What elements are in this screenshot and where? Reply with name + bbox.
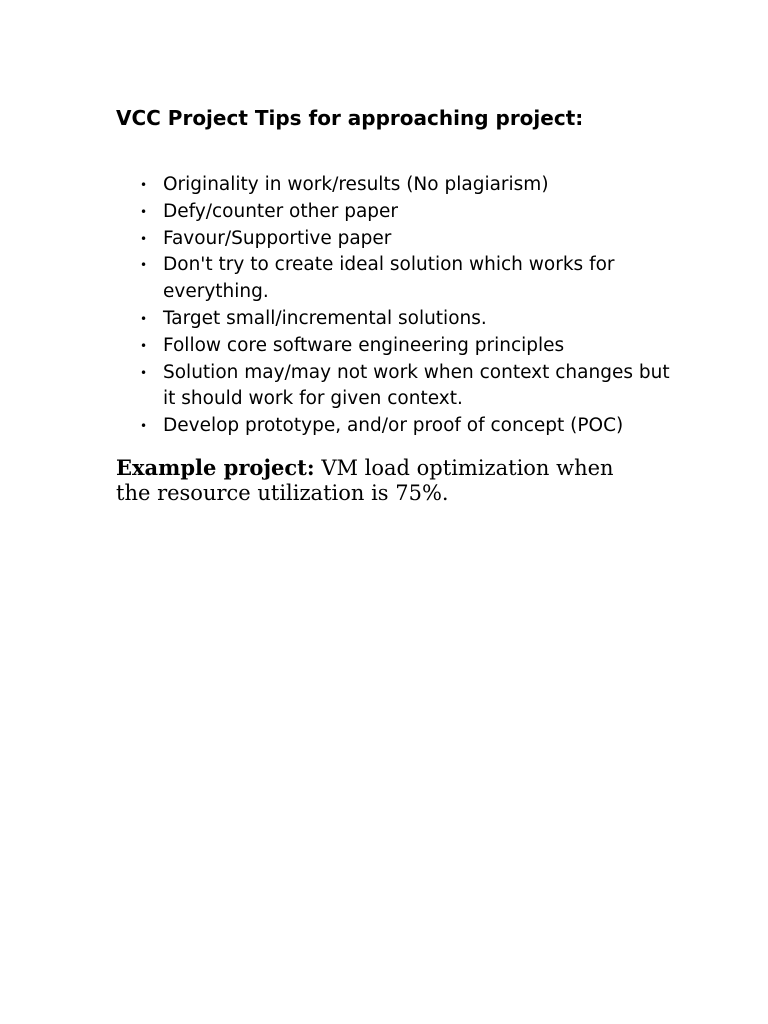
list-item: • Target small/incremental solutions. (116, 306, 676, 333)
example-label: Example project: (116, 455, 315, 480)
example-project (116, 455, 636, 506)
list-item: • Don't try to create ideal solution which works for everything. (116, 252, 676, 306)
example-text: VM load optimization when the resource utilization is 75%. (116, 456, 614, 505)
list-item: • Develop prototype, and/or proof of concept (POC) (116, 413, 676, 440)
list-item: • Solution may/may not work when context changes but it should work for given context. (116, 360, 676, 414)
list-item: • Favour/Supportive paper (116, 226, 676, 253)
page-title: VCC Project Tips for approaching project: (116, 106, 584, 130)
list-item: • Follow core software engineering principles (116, 333, 676, 360)
list-item: • Defy/counter other paper (116, 199, 676, 226)
list-item: • Originality in work/results (No plagiarism) (116, 172, 676, 199)
tips-list (116, 172, 676, 440)
